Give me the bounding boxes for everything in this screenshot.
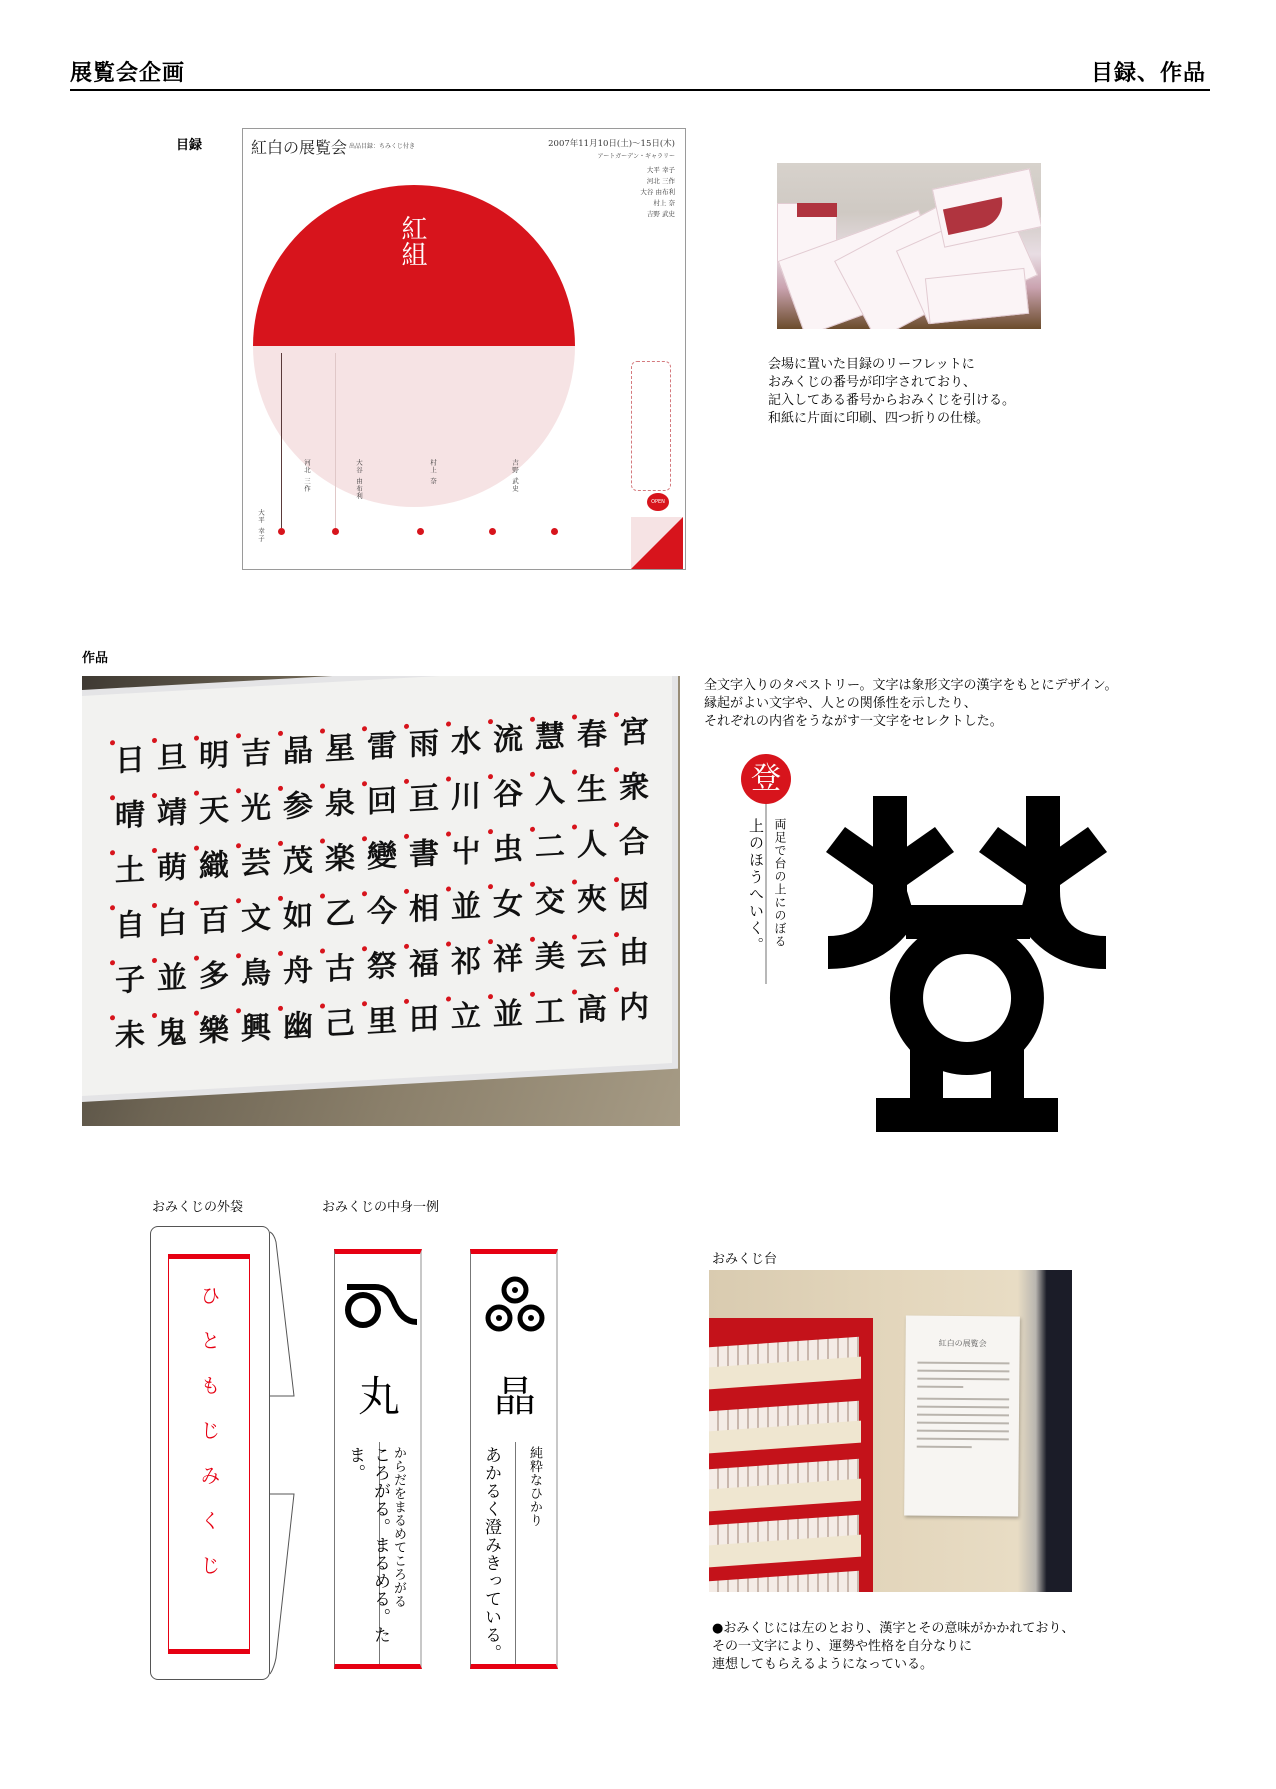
tapestry-glyph: 人 bbox=[572, 816, 612, 873]
tapestry-glyph: 星 bbox=[320, 720, 360, 777]
timeline-line bbox=[281, 353, 282, 528]
caption-line: ●おみくじには左のとおり、漢字とその意味がかかれており、 bbox=[712, 1621, 1075, 1636]
tapestry-glyph: 興 bbox=[236, 1000, 276, 1057]
leaflet-artist-list bbox=[640, 165, 675, 220]
tapestry-glyph: 並 bbox=[488, 986, 528, 1043]
open-badge: OPEN bbox=[647, 493, 669, 511]
tapestry-glyph: 雨 bbox=[404, 716, 444, 773]
leaflet-vertical-text: 河北 三作 bbox=[303, 459, 311, 493]
caption-line: おみくじの番号が印字されており、 bbox=[768, 375, 977, 390]
tapestry-glyph: 書 bbox=[404, 826, 444, 883]
omikuji-stand-photo bbox=[709, 1270, 1072, 1592]
tapestry-glyph: 生 bbox=[572, 761, 612, 818]
tapestry-glyph: 祁 bbox=[446, 933, 486, 990]
tapestry-glyph: 泉 bbox=[320, 775, 360, 832]
notice-title: 紅白の展覧会 bbox=[938, 1338, 987, 1349]
tapestry-glyph: 女 bbox=[488, 876, 528, 933]
tapestry-glyph: 鬼 bbox=[152, 1005, 192, 1062]
tapestry-glyph: 回 bbox=[362, 773, 402, 830]
tapestry-glyph: 子 bbox=[110, 952, 150, 1009]
tapestry-glyph: 立 bbox=[446, 988, 486, 1045]
leaflet-kanji: 紅組 bbox=[397, 215, 427, 267]
tapestry-glyph: 宮 bbox=[614, 704, 654, 761]
header-divider bbox=[70, 89, 1210, 91]
leaflet-title: 紅白の展覧会 bbox=[251, 138, 348, 157]
description-line: 縁起がよい文字や、人との関係性を示したり、 bbox=[704, 696, 977, 711]
tapestry-glyph: 二 bbox=[530, 819, 570, 876]
tapestry-glyph: 白 bbox=[152, 895, 192, 952]
leaflet-note-box bbox=[631, 361, 671, 491]
tapestry-glyph: 吉 bbox=[236, 725, 276, 782]
leaflets-photo bbox=[777, 163, 1041, 329]
tapestry-glyph: 夾 bbox=[572, 871, 612, 928]
leaflet-artist: 河北 三作 bbox=[646, 177, 675, 185]
tapestry-glyph: 因 bbox=[614, 869, 654, 926]
nobori-pictograph-icon bbox=[826, 796, 1116, 1136]
leaflet-artist: 吉野 武史 bbox=[646, 210, 675, 218]
tapestry-glyph: 川 bbox=[446, 768, 486, 825]
tapestry-glyph: 云 bbox=[572, 926, 612, 983]
leaflet-vertical-text: 吉野 武史 bbox=[511, 459, 519, 493]
works-description bbox=[704, 677, 1118, 731]
tapestry-glyph: 乙 bbox=[320, 885, 360, 942]
tapestry-glyph: 慧 bbox=[530, 709, 570, 766]
tapestry-glyph: 屮 bbox=[446, 823, 486, 880]
tapestry-glyph: 工 bbox=[530, 984, 570, 1041]
stand-notice bbox=[904, 1316, 1020, 1517]
tapestry-glyph: 晶 bbox=[278, 723, 318, 780]
tapestry-glyph-grid bbox=[110, 704, 654, 1064]
timeline-dot bbox=[278, 528, 285, 535]
section-title: 目録、作品 bbox=[1090, 61, 1206, 86]
tapestry-glyph: 日 bbox=[110, 732, 150, 789]
tapestry-glyph: 如 bbox=[278, 888, 318, 945]
leaflet-vertical-text: 村上 奈 bbox=[429, 459, 437, 485]
tapestry-glyph: 萌 bbox=[152, 840, 192, 897]
tapestry-glyph: 靖 bbox=[152, 785, 192, 842]
tapestry-glyph: 田 bbox=[404, 991, 444, 1048]
omikuji-slip bbox=[334, 1249, 422, 1669]
tapestry-glyph: 今 bbox=[362, 883, 402, 940]
tapestry-glyph: 合 bbox=[614, 814, 654, 871]
tapestry-glyph: 祥 bbox=[488, 931, 528, 988]
slip-origin: からだをまるめてころがる bbox=[391, 1446, 406, 1608]
caption-line: 連想してもらえるようになっている。 bbox=[712, 1657, 934, 1672]
maru-pictograph-icon bbox=[335, 1272, 423, 1342]
tapestry-glyph: 春 bbox=[572, 706, 612, 763]
tapestry-glyph: 並 bbox=[152, 950, 192, 1007]
tapestry-glyph: 水 bbox=[446, 713, 486, 770]
tapestry-glyph: 多 bbox=[194, 948, 234, 1005]
tapestry-glyph: 交 bbox=[530, 874, 570, 931]
tapestry-glyph: 樂 bbox=[194, 1003, 234, 1060]
tapestry-glyph: 相 bbox=[404, 881, 444, 938]
tapestry-photo bbox=[82, 676, 680, 1126]
tapestry-glyph: 變 bbox=[362, 828, 402, 885]
leaflet-artist: 大谷 由布利 bbox=[640, 188, 675, 196]
caption-line: 記入してある番号からおみくじを引ける。 bbox=[768, 393, 1016, 408]
slip-meaning: ころがる。まるめる。たま。 bbox=[345, 1446, 390, 1644]
timeline-dot bbox=[489, 528, 496, 535]
slip-divider bbox=[515, 1442, 516, 1664]
caption-line: 会場に置いた目録のリーフレットに bbox=[768, 357, 975, 372]
leaflet-subtitle: 出品目録：ちみくじ付き bbox=[349, 143, 416, 150]
stand-label: おみくじ台 bbox=[712, 1252, 778, 1267]
works-label: 作品 bbox=[82, 651, 109, 666]
caption-line: 和紙に片面に印刷、四つ折りの仕様。 bbox=[768, 411, 990, 426]
tapestry-glyph: 自 bbox=[110, 897, 150, 954]
tapestry-glyph: 入 bbox=[530, 764, 570, 821]
leaflet-date: 2007年11月10日(土)〜15日(木) bbox=[548, 139, 675, 149]
catalog-description bbox=[768, 356, 1015, 428]
tapestry-glyph: 古 bbox=[320, 940, 360, 997]
leaflet-artist: 大平 幸子 bbox=[646, 166, 675, 174]
tapestry-glyph: 福 bbox=[404, 936, 444, 993]
slip-kanji: 丸 bbox=[357, 1372, 400, 1421]
leaflet-corner-triangle bbox=[631, 517, 683, 569]
contents-label: おみくじの中身一例 bbox=[322, 1200, 440, 1215]
leaflet-shape bbox=[925, 268, 1029, 324]
bag-label: おみくじの外袋 bbox=[152, 1200, 244, 1215]
leaflet-red-band bbox=[797, 203, 837, 217]
tapestry-glyph: 未 bbox=[110, 1007, 150, 1064]
tapestry-glyph: 参 bbox=[278, 778, 318, 835]
bag-flap-icon bbox=[270, 1228, 300, 1678]
catalog-leaflet-image bbox=[242, 128, 686, 570]
tapestry-glyph: 内 bbox=[614, 979, 654, 1036]
tapestry-glyph: 芸 bbox=[236, 835, 276, 892]
featured-meaning-text: 上のほうへいく。 bbox=[747, 818, 765, 954]
slip-origin: 純粋なひかり bbox=[527, 1446, 542, 1527]
tapestry-glyph: 鳥 bbox=[236, 945, 276, 1002]
stand-description bbox=[712, 1620, 1074, 1674]
tapestry-glyph: 光 bbox=[236, 780, 276, 837]
tapestry-glyph: 虫 bbox=[488, 821, 528, 878]
bag-title: ひともじみくじ bbox=[197, 1285, 221, 1600]
description-line: それぞれの内省をうながす一文字をセレクトした。 bbox=[704, 714, 1003, 729]
sho-pictograph-icon bbox=[471, 1272, 559, 1342]
description-line: 全文字入りのタペストリー。文字は象形文字の漢字をもとにデザイン。 bbox=[704, 678, 1118, 693]
tapestry-glyph: 楽 bbox=[320, 830, 360, 887]
tapestry-glyph: 美 bbox=[530, 929, 570, 986]
pink-half-circle bbox=[253, 346, 575, 507]
tapestry-glyph: 衆 bbox=[614, 759, 654, 816]
tapestry-glyph: 祭 bbox=[362, 938, 402, 995]
timeline-dot bbox=[332, 528, 339, 535]
tapestry-glyph: 土 bbox=[110, 842, 150, 899]
tapestry-glyph: 文 bbox=[236, 890, 276, 947]
leaflet-vertical-text: 大谷 由布利 bbox=[355, 459, 363, 500]
tapestry-glyph: 晴 bbox=[110, 787, 150, 844]
tapestry-glyph: 百 bbox=[194, 893, 234, 950]
leaflet-artist: 村上 奈 bbox=[653, 199, 675, 207]
tapestry-glyph: 旦 bbox=[152, 730, 192, 787]
tapestry-glyph: 茂 bbox=[278, 833, 318, 890]
caption-line: その一文字により、運勢や性格を自分なりに bbox=[712, 1639, 973, 1654]
slip-kanji: 晶 bbox=[493, 1372, 536, 1421]
tapestry-glyph: 亘 bbox=[404, 771, 444, 828]
featured-kanji-badge: 登 bbox=[741, 754, 791, 804]
notice-text-lines bbox=[917, 1362, 1010, 1455]
tapestry-glyph: 流 bbox=[488, 711, 528, 768]
tapestry-glyph: 高 bbox=[572, 981, 612, 1038]
timeline-dot bbox=[551, 528, 558, 535]
catalog-label: 目録 bbox=[176, 138, 203, 153]
tapestry-glyph: 由 bbox=[614, 924, 654, 981]
tapestry-glyph: 天 bbox=[194, 783, 234, 840]
tapestry-glyph: 明 bbox=[194, 728, 234, 785]
timeline-line bbox=[335, 353, 336, 528]
omikuji-slip bbox=[470, 1249, 558, 1669]
tapestry-glyph: 舟 bbox=[278, 943, 318, 1000]
featured-origin-text: 両足で台の上にのぼる bbox=[773, 818, 787, 948]
timeline-dot bbox=[417, 528, 424, 535]
slip-meaning: あかるく澄みきっている。 bbox=[481, 1446, 501, 1662]
tapestry-glyph: 幽 bbox=[278, 998, 318, 1055]
tapestry-glyph: 並 bbox=[446, 878, 486, 935]
tapestry-glyph: 己 bbox=[320, 995, 360, 1052]
tapestry-glyph: 谷 bbox=[488, 766, 528, 823]
tapestry-glyph: 織 bbox=[194, 838, 234, 895]
tapestry-glyph: 里 bbox=[362, 993, 402, 1050]
tapestry-glyph: 雷 bbox=[362, 718, 402, 775]
tapestry-cloth bbox=[82, 676, 672, 1096]
page-title: 展覧会企画 bbox=[70, 61, 186, 86]
leaflet-vertical-text: 大平 幸子 bbox=[257, 509, 265, 543]
leaflet-venue: アートガーデン・ギャラリー bbox=[597, 153, 675, 160]
